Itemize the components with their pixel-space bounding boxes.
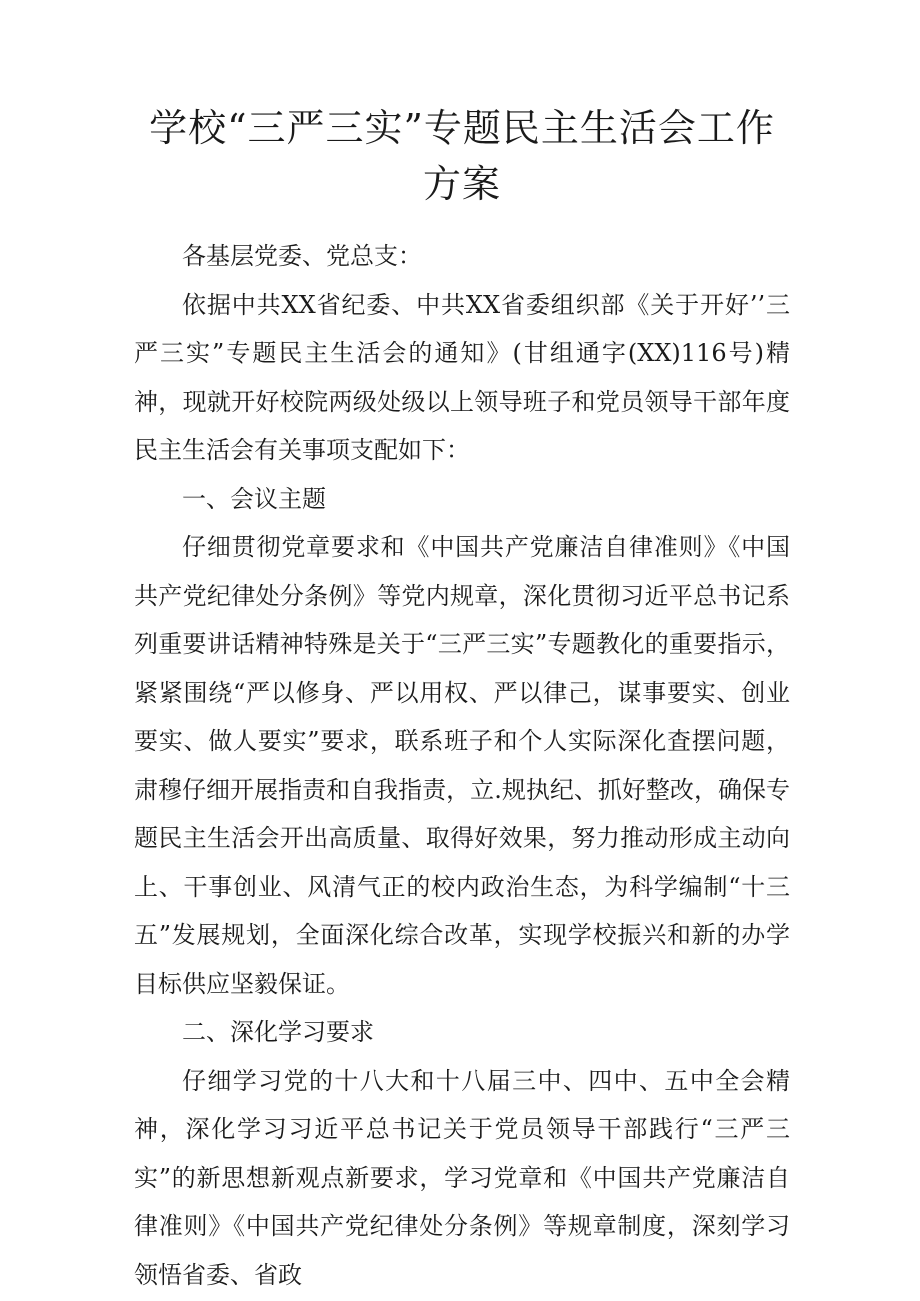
- section-1-paragraph: 仔细贯彻党章要求和《中国共产党廉洁自律准则》《中国共产党纪律处分条例》等党内规章，深化贯彻习近平总书记系列重要讲话精神特殊是关于“三严三实”专题教化的重要指示，紧紧围绕“严以修身、严以用权、严以律己，谋事要实、创业要实、做人要实”要求，联系班子和个人实际深化査摆问题，肃穆仔细开展指责和自我指责，立.规执纪、抓好整改，确保专题民主生活会开出高质量、取得好效果，努力推动形成主动向上、干事创业、风清气正的校内政治生态，为科学编制“十三五”发展规划，全面深化综合改革，实现学校振兴和新的办学目标供应坚毅保证。: [134, 533, 790, 998]
- title-line-2: 方案: [422, 162, 501, 206]
- section-2-paragraph: 仔细学习党的十八大和十八届三中、四中、五中全会精神，深化学习习近平总书记关于党员领导干部践行“三严三实”的新思想新观点新要求，学习党章和《中国共产党廉洁自律准则》《中国共产党纪律处分条例》等规章制度，深刻学习领悟省委、省政: [134, 1066, 790, 1289]
- document-body: [134, 232, 790, 1299]
- title-line-1: 学校“三严三实”专题民主生活会工作: [149, 106, 775, 150]
- intro-paragraph: 依据中共XX省纪委、中共XX省委组织部《关于开好’’三严三实”专题民主生活会的通知》(甘组通字(XX)116号)精神，现就开好校院两级处级以上领导班子和党员领导干部年度民主生活会有关事项支配如下：: [134, 290, 790, 464]
- section-1-heading: 一、会议主题: [182, 484, 326, 513]
- section-2-heading: 二、深化学习要求: [182, 1018, 374, 1046]
- salutation: 各基层党委、党总支：: [182, 242, 422, 270]
- document-title: [134, 100, 790, 212]
